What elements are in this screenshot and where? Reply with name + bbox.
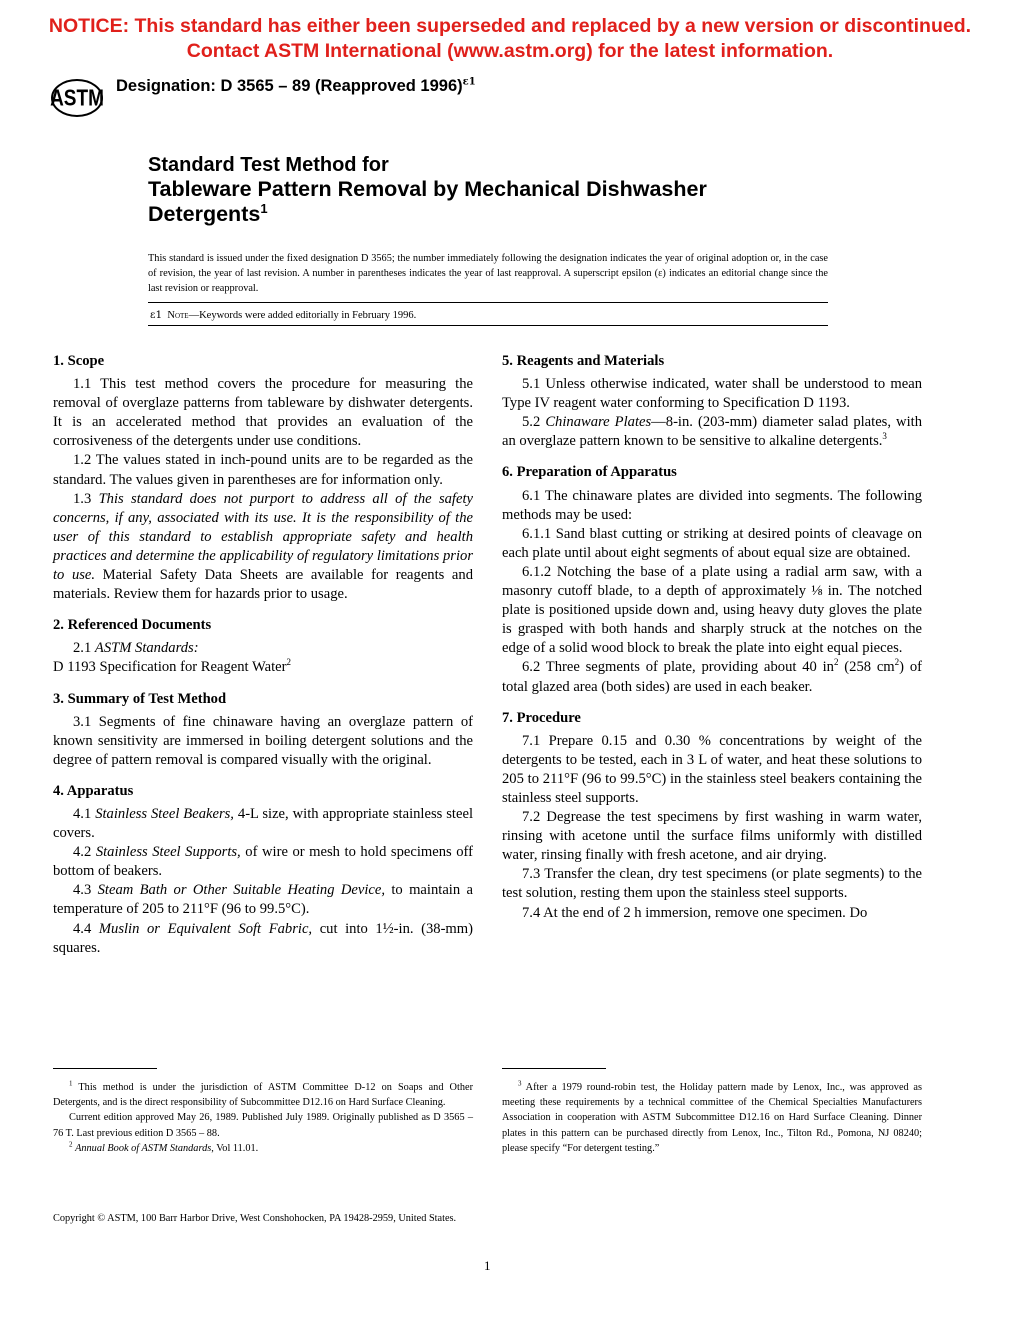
preparation-heading: 6. Preparation of Apparatus	[502, 464, 677, 481]
procedure-7-4: 7.4 At the end of 2 h immersion, remove one specimen. Do	[522, 904, 868, 921]
reference-footnote-ref: 2	[286, 657, 291, 668]
prep-6-2-c: ) of total glazed area (both sides) are used in each beaker.	[502, 659, 922, 695]
apparatus-item	[53, 843, 473, 881]
apparatus-item-text: of wire or mesh to hold specimens off bottom of beakers.	[53, 844, 474, 880]
footnote-rule-left	[53, 1068, 157, 1069]
editorial-note-epsilon: ε1	[150, 309, 163, 321]
reference-item-text: D 1193 Specification for Reagent Water	[53, 659, 287, 676]
section-apparatus	[53, 782, 473, 958]
scope-heading: 1. Scope	[53, 353, 105, 369]
footnote-1	[53, 1080, 473, 1110]
section-preparation	[502, 463, 922, 696]
editorial-note-label: Note	[167, 310, 189, 321]
scope-1-3-italic: This standard does not purport to address all of the safety concerns, if any, associated with its use. It is the responsibility of the user of this standard to establish appropriate safety and health practices and determine the applicability of regulatory limitations prior to use.	[53, 490, 473, 584]
procedure-7-1: 7.1 Prepare 0.15 and 0.30 % concentrations by weight of the detergents to be tested, each in 3 L of water, and heat these solutions to 205 to 211°F (96 to 99.5°C) in the stainless steel beakers containing the stainless steel supports.	[502, 732, 922, 806]
references-2-1	[53, 639, 473, 658]
prep-6-2-sup2: 2	[894, 657, 900, 668]
footnote-2	[53, 1141, 473, 1156]
footnote-2-italic: Annual Book of ASTM Standards	[75, 1142, 212, 1154]
apparatus-item-italic: Steam Bath or Other Suitable Heating Device,	[97, 882, 386, 899]
preparation-6-1-2: 6.1.2 Notching the base of a plate using a radial arm saw, with a masonry cutoff blade, to a depth of approximately ⅛ in. The notched plate is positioned upside down and, using heavy duty gloves the plate is grasped with both hands and sharply struck at the notches on the edge of a solid wood block to break the plate into eight equal pieces.	[502, 563, 922, 657]
procedure-7-3: 7.3 Transfer the clean, dry test specimens (or plate segments) to the test solution, resting them upon the stainless steel supports.	[502, 866, 922, 902]
prep-6-2-sup1: 2	[833, 657, 839, 668]
apparatus-item	[53, 805, 473, 843]
footnote-rule-right	[502, 1068, 606, 1069]
section-summary	[53, 690, 473, 770]
scope-1-3-rest: Material Safety Data Sheets are available for reagents and materials. Review them for hazards prior to usage.	[53, 567, 474, 603]
preparation-6-1: 6.1 The chinaware plates are divided into segments. The following methods may be used:	[502, 487, 922, 523]
apparatus-item-italic: Stainless Steel Supports,	[95, 844, 241, 861]
scope-1-1: 1.1 This test method covers the procedure for measuring the removal of overglaze patterns from tableware by dishwater detergents. It is an accelerated method that provides an evaluation of the corrosiveness of the detergents under use conditions.	[53, 376, 473, 450]
procedure-7-2: 7.2 Degrease the test specimens by first washing in warm water, rinsing with acetone until the surface films uniformly with distilled water, rinsing finally with fresh acetone, and air drying.	[502, 809, 922, 864]
apparatus-item	[53, 920, 473, 958]
notice-line-1: NOTICE: This standard has either been superseded and replaced by a new version or discontinued.	[48, 15, 972, 37]
footnote-3-mark: 3	[518, 1079, 522, 1088]
apparatus-item-num: 4.1	[73, 805, 92, 822]
reagents-5-2-text: —8-in. (203-mm) diameter salad plates, with an overglaze pattern known to be sensitive to alkaline detergents.	[502, 414, 923, 450]
preparation-6-1-1: 6.1.1 Sand blast cutting or striking at desired points of cleavage on each plate until about eight segments of about equal size are obtained.	[502, 525, 922, 561]
notice-line-2: Contact ASTM International (www.astm.org) for the latest information.	[186, 40, 834, 62]
document-title	[148, 153, 707, 227]
footnotes-right	[502, 1080, 922, 1156]
summary-heading: 3. Summary of Test Method	[53, 690, 227, 707]
scope-1-3	[53, 490, 473, 605]
apparatus-item-num: 4.3	[73, 882, 92, 899]
section-references	[53, 616, 473, 677]
prep-6-2-b: (258 cm	[838, 659, 895, 676]
reagents-5-2	[502, 413, 922, 451]
apparatus-item-italic: Stainless Steel Beakers,	[95, 805, 234, 822]
astm-logo-text: ASTM	[50, 86, 104, 112]
apparatus-item-num: 4.4	[73, 920, 92, 937]
rule-top	[148, 302, 828, 303]
page-number: 1	[484, 1258, 491, 1273]
footnote-1b: Current edition approved May 26, 1989. Published July 1989. Originally published as D 3565 – 76 T. Last previous edition D 3565 – 88.	[53, 1112, 473, 1139]
reagents-footnote-ref: 3	[882, 431, 887, 442]
prep-6-2-a: 6.2 Three segments of plate, providing about 40 in	[522, 659, 834, 676]
notice-banner	[0, 14, 1020, 64]
reference-item	[53, 658, 473, 677]
footnote-2-mark: 2	[69, 1140, 73, 1149]
references-2-1-italic: ASTM Standards:	[94, 640, 199, 657]
right-column	[502, 352, 922, 935]
title-footnote-ref: 1	[260, 200, 268, 216]
title-line-2: Tableware Pattern Removal by Mechanical Dishwasher	[148, 177, 707, 201]
footnote-1-text: This method is under the jurisdiction of ASTM Committee D-12 on Soaps and Other Detergents, and is the direct responsibility of Subcommittee D12.16 on Hard Surface Cleaning.	[53, 1082, 473, 1109]
preparation-6-2	[502, 658, 922, 696]
designation-epsilon: ε1	[462, 76, 476, 88]
procedure-heading: 7. Procedure	[502, 709, 581, 726]
footnote-3	[502, 1080, 922, 1156]
reagents-5-2-num: 5.2	[522, 414, 541, 431]
scope-1-3-num: 1.3	[73, 490, 92, 507]
scope-1-2: 1.2 The values stated in inch-pound units are to be regarded as the standard. The values given in parentheses are for information only.	[53, 452, 473, 488]
editorial-note-text: —Keywords were added editorially in February 1996.	[188, 310, 417, 321]
designation-text: Designation: D 3565 – 89 (Reapproved 1996)	[116, 77, 463, 95]
title-line-3	[148, 202, 707, 227]
reagents-5-2-italic: Chinaware Plates	[545, 414, 652, 431]
apparatus-item-text: 4-L size, with appropriate stainless steel covers.	[53, 805, 473, 842]
footnote-3-text: After a 1979 round-robin test, the Holiday pattern made by Lenox, Inc., was approved as meeting these requirements by a technical committee of the Chemical Specialties Manufacturers Association in cooperation with ASTM Subcommittee D12.16 on Hard Surface Cleaning. Dinner plates in this pattern can be purchased directly from Lenox, Inc., Tilton Rd., Pomona, NJ 08240; please specify “For detergent testing.”	[502, 1082, 922, 1154]
footnote-1-mark: 1	[69, 1079, 73, 1088]
left-column	[53, 352, 473, 970]
apparatus-item-italic: Muslin or Equivalent Soft Fabric,	[98, 920, 313, 937]
references-heading: 2. Referenced Documents	[53, 617, 212, 634]
apparatus-item	[53, 881, 473, 919]
reagents-heading: 5. Reagents and Materials	[502, 353, 665, 369]
summary-3-1: 3.1 Segments of fine chinaware having an overglaze pattern of known sensitivity are immersed in boiling detergent solutions and the degree of pattern removal is compared visually with the original.	[53, 713, 473, 768]
section-procedure	[502, 709, 922, 923]
apparatus-heading: 4. Apparatus	[53, 782, 134, 799]
editorial-note	[150, 309, 416, 321]
apparatus-item-text: to maintain a temperature of 205 to 211°F (96 to 99.5°C).	[53, 882, 473, 918]
issuance-statement: This standard is issued under the fixed designation D 3565; the number immediately following the designation indicates the year of original adoption or, in the case of revision, the year of last revision. A number in parentheses indicates the year of last reapproval. A superscript epsilon (ε) indicates an editorial change since the last revision or reapproval.	[148, 253, 828, 294]
rule-bottom	[148, 325, 828, 326]
title-line-3-text: Detergents	[148, 202, 261, 226]
title-line-1: Standard Test Method for	[148, 154, 389, 176]
section-scope	[53, 352, 473, 604]
reagents-5-1: 5.1 Unless otherwise indicated, water shall be understood to mean Type IV reagent water conforming to Specification D 1193.	[502, 376, 922, 412]
designation	[116, 76, 476, 96]
references-2-1-num: 2.1	[73, 640, 92, 657]
section-reagents	[502, 352, 922, 451]
footnote-2-rest: , Vol 11.01.	[211, 1142, 259, 1154]
astm-logo	[50, 78, 104, 118]
apparatus-item-num: 4.2	[73, 844, 92, 861]
footnotes-left	[53, 1080, 473, 1156]
apparatus-item-text: cut into 1½-in. (38-mm) squares.	[53, 920, 473, 956]
copyright: Copyright © ASTM, 100 Barr Harbor Drive, West Conshohocken, PA 19428-2959, United States.	[53, 1213, 457, 1224]
